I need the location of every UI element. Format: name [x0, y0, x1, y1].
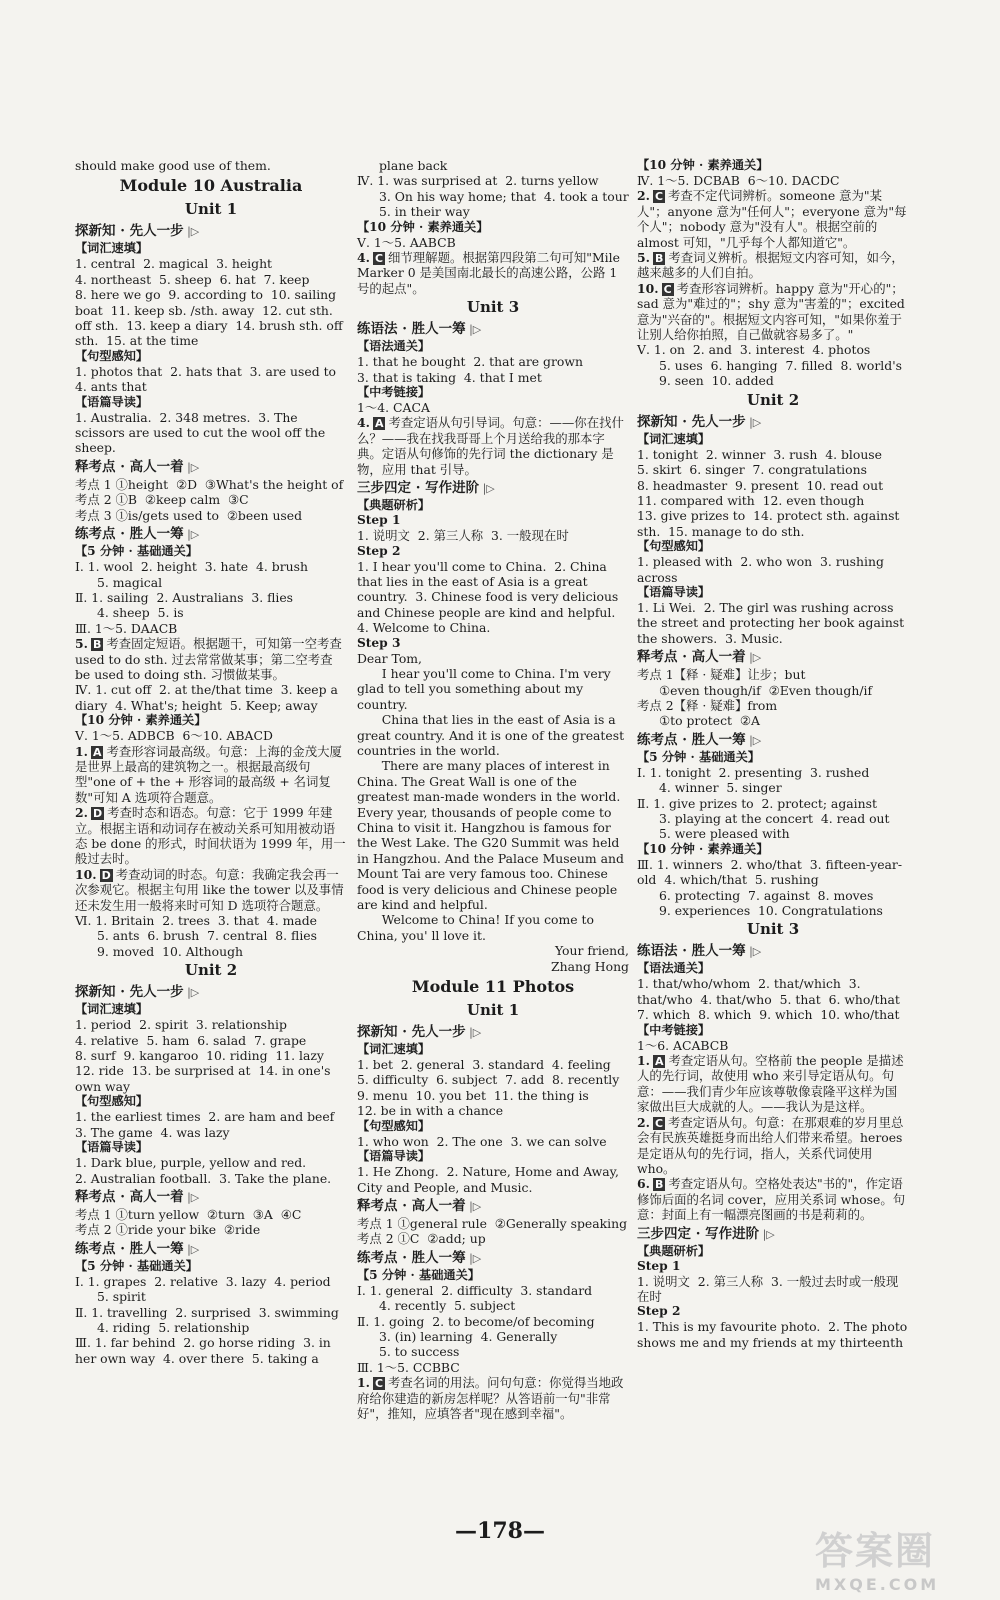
explained-answer — [637, 1115, 909, 1177]
answer-line: 4. northeast 5. sheep 6. hat 7. keep — [75, 271, 310, 287]
subsection-label: 【5 分钟 · 基础通关】 — [357, 1267, 480, 1282]
answer-line: 考点 2 ①C ②add; up — [357, 1231, 486, 1247]
section-heading — [75, 525, 347, 544]
answer-line: 1. Australia. 2. 348 metres. 3. The scissors are used to cut the wool off the sheep. — [75, 409, 330, 456]
answer-line: Dear Tom, — [357, 650, 422, 666]
answer-line-indented: 4. riding 5. relationship — [97, 1319, 250, 1335]
question-number: 1. — [357, 1375, 370, 1391]
answer-choice-badge: C — [374, 1377, 384, 1391]
subsection-label: 【10 分钟 · 素养通关】 — [75, 713, 207, 728]
answer-line: Ⅵ. 1. Britain 2. trees 3. that 4. made — [75, 913, 317, 929]
question-number: 1. — [637, 1053, 650, 1069]
question-number: 10. — [75, 866, 97, 882]
subsection-label: 【语篇导读】 — [75, 394, 149, 409]
answer-line: 考点 1 ①general rule ②Generally speaking — [357, 1215, 628, 1231]
question-number: 2. — [637, 188, 650, 204]
answer-line: 1. Li Wei. 2. The girl was rushing across the street and protecting her book against the showers. 3. Music. — [637, 599, 909, 646]
section-heading — [637, 1225, 909, 1244]
question-number: 5. — [75, 636, 88, 652]
section-heading — [357, 1249, 629, 1268]
explained-answer — [357, 1375, 629, 1421]
section-heading — [357, 1197, 629, 1216]
answer-line-indented: 9. experiences 10. Congratulations — [659, 903, 883, 919]
answer-line-indented: 5. ants 6. brush 7. central 8. flies — [97, 928, 317, 944]
essay-paragraph: Welcome to China! If you come to China, you' ll love it. — [357, 912, 598, 943]
subsection-label: 【句型感知】 — [75, 1094, 149, 1109]
section-arrow-icon: |▷ — [465, 1251, 482, 1265]
explained-answer — [637, 188, 909, 250]
answer-line: Ⅲ. 1. winners 2. who/that 3. fifteen-year-old 4. which/that 5. rushing — [637, 856, 903, 888]
section-heading — [75, 1240, 347, 1259]
answer-line-indented: 5. magical — [97, 574, 163, 590]
answer-line: 考点 2 ①B ②keep calm ③C — [75, 492, 249, 508]
answer-line: Ⅴ. 1～5. AABCB — [357, 234, 456, 250]
explanation-text: 考查固定短语。根据题干，可知第一空考查 used to do sth. 过去常常做某事；第二空考查 be used to doing sth. 习惯做某事。 — [75, 636, 346, 682]
answer-line-indented: 9. seen 10. added — [659, 373, 774, 389]
answer-line: 1. 说明文 2. 第三人称 3. 一般过去时或一般现在时 — [637, 1273, 899, 1304]
subsection-label: 【词汇速填】 — [357, 1042, 431, 1057]
answer-line: 1. photos that 2. hats that 3. are used to — [75, 363, 337, 379]
question-number: 10. — [637, 280, 659, 296]
question-number: 5. — [637, 250, 650, 266]
answer-line: 1～4. CACA — [357, 400, 430, 416]
subsection-label: 【句型感知】 — [637, 539, 711, 554]
essay-paragraph: There are many places of interest in China. The Great Wall is one of the greatest man-made wonders in the world. Every year, thousands of people come to China to visit it. Hangzhou is famous for the West Lake. The G20 Summit was held in Hangzhou. And the Palace Museum and Mount Tai are very famous too. Chinese food is very delicious and Chinese people are kind and helpful. — [357, 758, 628, 913]
answer-choice-badge: C — [654, 190, 664, 204]
section-arrow-icon: |▷ — [745, 945, 762, 959]
subsection-label: 【语篇导读】 — [357, 1149, 431, 1164]
section-heading — [357, 479, 629, 498]
answer-line: 1. Dark blue, purple, yellow and red. — [75, 1155, 307, 1171]
unit-heading: Unit 3 — [746, 920, 800, 939]
subsection-label: 【词汇速填】 — [637, 431, 711, 446]
answer-line-indented: 3. playing at the concert 4. read out — [659, 811, 890, 826]
section-heading — [75, 222, 347, 241]
answer-line: 考点 3 ①is/gets used to ②been used — [75, 507, 303, 523]
subsection-label: Step 3 — [357, 635, 401, 650]
section-arrow-icon: |▷ — [183, 225, 200, 239]
answer-line: Ⅰ. 1. tonight 2. presenting 3. rushed — [637, 764, 870, 780]
section-heading — [75, 1188, 347, 1207]
section-title: 练考点 · 胜人一筹 — [357, 1249, 466, 1266]
unit-heading: Unit 3 — [466, 298, 520, 317]
subsection-label: Step 1 — [637, 1258, 681, 1273]
answer-choice-badge: D — [101, 868, 111, 882]
section-title: 三步四定 · 写作进阶 — [357, 480, 480, 497]
section-arrow-icon: |▷ — [745, 733, 762, 747]
answer-line: 5. skirt 6. singer 7. congratulations — [637, 462, 867, 478]
answer-line: 8. surf 9. kangaroo 10. riding 11. lazy — [75, 1048, 324, 1064]
answer-line-indented: 5. in their way — [379, 204, 470, 220]
answer-line: 考点 2 ①ride your bike ②ride — [75, 1222, 261, 1238]
answer-line: 7. which 8. which 9. which 10. who/that — [637, 1007, 900, 1023]
answer-choice-badge: C — [654, 1116, 664, 1130]
answer-line: Ⅱ. 1. travelling 2. surprised 3. swimming — [75, 1304, 339, 1320]
explanation-text: 考查词义辨析。根据短文内容可知，如今，越来越多的人们自拍。 — [637, 250, 904, 281]
explanation-text: 考查动词的时态。句意：我确定我会再一次参观它。根据主句用 like the tower 以及事情还未发生用一般将来时可知 D 选项符合题意。 — [75, 866, 344, 913]
answer-line: 1. period 2. spirit 3. relationship — [75, 1017, 287, 1033]
page-number: —178— — [455, 1518, 545, 1544]
answer-line: 11. compared with 12. even though — [637, 492, 865, 508]
explained-answer — [75, 867, 347, 913]
section-arrow-icon: |▷ — [759, 1227, 775, 1241]
section-title: 探新知 · 先人一步 — [75, 223, 184, 240]
section-arrow-icon: |▷ — [465, 323, 482, 337]
explanation-text: 考查定语从句。句意：在那艰难的岁月里总会有民族英雄挺身而出给人们带来希望。heroes 是定语从句的先行词，指人，关系代词使用 who。 — [637, 1114, 907, 1176]
question-number: 2. — [75, 805, 88, 821]
answer-line: 12. ride 13. be surprised at 14. in one's own way — [75, 1063, 335, 1094]
explanation-text: 考查形容词辨析。happy 意为"开心的"；sad 意为"难过的"；shy 意为"害羞的"；excited 意为"兴奋的"。根据短文内容可知，"如果你羞于让别人给你拍照，自己做就容易多了。" — [637, 280, 909, 343]
section-title: 释考点 · 高人一着 — [357, 1197, 466, 1214]
question-number: 1. — [75, 743, 88, 759]
answer-line: 考点 1【释 · 疑难】让步；but — [637, 667, 806, 683]
answer-line-indented: 5. spirit — [97, 1289, 146, 1305]
column-middle — [357, 158, 629, 1421]
question-number: 2. — [637, 1114, 650, 1130]
answer-line-indented: 5. were pleased with — [659, 826, 790, 842]
answer-choice-badge: A — [92, 745, 102, 759]
explanation-text: 考查不定代词辨析。someone 意为"某人"；anyone 意为"任何人"；everyone 意为"每个人"；nobody 意为"没有人"。根据空前的 almost 可知，"几乎每个人都知道它"。 — [637, 188, 907, 250]
section-title: 练语法 · 胜人一筹 — [637, 943, 746, 960]
subsection-label: 【5 分钟 · 基础通关】 — [637, 749, 760, 764]
explained-answer — [75, 636, 347, 682]
subsection-label: 【典题研析】 — [357, 498, 431, 513]
subsection-label: 【句型感知】 — [75, 348, 149, 363]
section-heading — [357, 320, 629, 339]
explained-answer — [637, 1176, 909, 1222]
question-number: 6. — [637, 1176, 650, 1192]
section-arrow-icon: |▷ — [183, 528, 200, 542]
subsection-label: 【10 分钟 · 素养通关】 — [357, 219, 489, 234]
answer-choice-badge: B — [92, 638, 102, 652]
section-title: 探新知 · 先人一步 — [637, 413, 746, 430]
answer-choice-badge: B — [654, 252, 664, 266]
section-arrow-icon: |▷ — [745, 415, 762, 429]
section-heading — [357, 1023, 629, 1042]
watermark-logo — [815, 1520, 965, 1594]
answer-line: 4. relative 5. ham 6. salad 7. grape — [75, 1032, 307, 1048]
section-title: 释考点 · 高人一着 — [75, 458, 184, 475]
answer-line: 1. This is my favourite photo. 2. The photo shows me and my friends at my thirteenth — [637, 1319, 912, 1350]
answer-line-indented: 5. to success — [379, 1344, 460, 1360]
subsection-label: 【词汇速填】 — [75, 241, 149, 256]
explained-answer — [637, 250, 909, 281]
answer-line: 5. difficulty 6. subject 7. add 8. recently — [357, 1072, 620, 1088]
answer-line: 12. be in with a chance — [357, 1103, 504, 1119]
answer-choice-badge: C — [663, 282, 672, 296]
answer-line: 1. I hear you'll come to China. 2. China that lies in the east of Asia is a great country. 3. Chinese food is very delicious and Chinese people are kind and helpful. — [357, 558, 623, 620]
answer-line: Ⅰ. 1. general 2. difficulty 3. standard — [357, 1282, 593, 1298]
answer-choice-badge: D — [92, 807, 103, 821]
answer-line: Ⅲ. 1. far behind 2. go horse riding 3. in her own way 4. over there 5. taking a — [75, 1335, 335, 1366]
answer-line: Ⅱ. 1. sailing 2. Australians 3. flies — [75, 589, 294, 605]
answer-line: 8. here we go 9. according to 10. sailing boat 11. keep sb. /sth. away 12. cut sth. off sth. 13. keep a diary 14. brush sth. off sth. 15. at the time — [75, 287, 347, 349]
section-arrow-icon: |▷ — [465, 1026, 482, 1040]
answer-line: should make good use of them. — [75, 158, 271, 173]
section-heading — [637, 413, 909, 432]
answer-line: 1. bet 2. general 3. standard 4. feeling — [357, 1057, 611, 1073]
subsection-label: 【典题研析】 — [637, 1243, 711, 1258]
answer-line: Ⅲ. 1～5. DAACB — [75, 620, 178, 636]
essay-paragraph: I hear you'll come to China. I'm very glad to tell you something about my country. — [357, 665, 615, 712]
essay-signature: Zhang Hong — [550, 958, 629, 974]
answer-line: 1～6. ACABCB — [637, 1037, 729, 1053]
answer-line: Ⅳ. 1. was surprised at 2. turns yellow — [357, 173, 599, 189]
unit-heading: Unit 1 — [466, 1001, 520, 1020]
answer-line: 4. Welcome to China. — [357, 620, 491, 636]
explanation-text: 考查形容词最高级。句意：上海的金茂大厦是世界上最高的建筑物之一。根据最高级句型"one of + the + 形容词的最高级 + 名词复数"可知 A 选项符合题意。 — [75, 743, 342, 805]
section-arrow-icon: |▷ — [183, 986, 200, 1000]
answer-line: Ⅰ. 1. wool 2. height 3. hate 4. brush — [75, 559, 308, 575]
explanation-text: 考查定语从句引导词。句意：——你在找什么？——我在找我哥哥上个月送给我的那本字典。定语从句修饰的先行词 the dictionary 是物，应用 that 引导。 — [357, 415, 624, 477]
section-title: 释考点 · 高人一着 — [75, 1188, 184, 1205]
explained-answer — [75, 744, 347, 806]
section-title: 探新知 · 先人一步 — [75, 984, 184, 1001]
answer-line-indented: 5. uses 6. hanging 7. filled 8. world's — [659, 357, 902, 373]
column-right — [637, 158, 912, 1350]
answer-line: 考点 1 ①turn yellow ②turn ③A ④C — [75, 1206, 302, 1222]
answer-line: Ⅴ. 1～5. ADBCB 6～10. ABACD — [75, 728, 273, 744]
answer-choice-badge: A — [374, 417, 384, 431]
answer-line: 4. ants that — [75, 379, 147, 395]
section-heading — [75, 458, 347, 477]
section-title: 三步四定 · 写作进阶 — [637, 1225, 760, 1242]
section-heading — [637, 942, 909, 961]
answer-line-indented: 3. (in) learning 4. Generally — [379, 1328, 558, 1344]
answer-line: 3. that is taking 4. that I met — [357, 369, 542, 385]
answer-line: Ⅴ. 1. on 2. and 3. interest 4. photos — [637, 342, 871, 358]
section-title: 释考点 · 高人一着 — [637, 649, 746, 666]
explanation-text: 考查定语从句。空格前 the people 是描述人的先行词，故使用 who 来引导定语从句。句意：——我们青少年应该尊敬像袁隆平这样为国家做出巨大成就的人。——我认为是这样。 — [637, 1053, 904, 1115]
section-title: 探新知 · 先人一步 — [357, 1024, 466, 1041]
subsection-label: 【中考链接】 — [357, 385, 431, 400]
essay-paragraph: China that lies in the east of Asia is a great country. And it is one of the greatest countries in the world. — [357, 712, 629, 758]
subsection-label: 【词汇速填】 — [75, 1002, 149, 1017]
module-heading: Module 10 Australia — [119, 176, 303, 196]
section-arrow-icon: |▷ — [183, 460, 200, 474]
answer-line: 1. pleased with 2. who won 3. rushing across — [637, 554, 888, 585]
section-title: 练考点 · 胜人一筹 — [637, 731, 746, 748]
answer-line: Ⅰ. 1. grapes 2. relative 3. lazy 4. period — [75, 1273, 331, 1289]
column-left — [75, 158, 347, 1366]
explanation-text: 考查定语从句。空格处表达"书的"，作定语修饰后面的名词 cover，应用关系词 whose。句意：封面上有一幅漂亮图画的书是莉莉的。 — [637, 1176, 906, 1223]
explained-answer — [357, 415, 629, 477]
unit-heading: Unit 2 — [746, 390, 800, 409]
section-heading — [637, 648, 909, 667]
answer-line: 1. that/who/whom 2. that/which 3. that/who 4. that/who 5. that 6. who/that — [637, 976, 900, 1007]
unit-heading: Unit 1 — [184, 200, 238, 219]
answer-line: 8. headmaster 9. present 10. read out — [637, 477, 884, 493]
subsection-label: 【语篇导读】 — [75, 1140, 149, 1155]
subsection-label: Step 1 — [357, 513, 401, 528]
answer-line-indented: 4. sheep 5. is — [97, 605, 184, 621]
answer-line: 1. He Zhong. 2. Nature, Home and Away, City and People, and Music. — [357, 1164, 623, 1195]
subsection-label: 【10 分钟 · 素养通关】 — [637, 841, 769, 856]
answer-line: 1. tonight 2. winner 3. rush 4. blouse — [637, 446, 882, 462]
explained-answer — [637, 281, 909, 343]
subsection-label: Step 2 — [357, 543, 401, 558]
section-arrow-icon: |▷ — [183, 1242, 200, 1256]
answer-line: 考点 1 ①height ②D ③What's the height of — [75, 476, 344, 492]
explained-answer — [357, 250, 629, 296]
answer-line: 1. who won 2. The one 3. we can solve — [357, 1133, 607, 1149]
module-heading: Module 11 Photos — [411, 977, 575, 997]
subsection-label: 【10 分钟 · 素养通关】 — [637, 158, 769, 172]
answer-line-indented: 9. moved 10. Although — [97, 943, 243, 959]
explained-answer — [75, 805, 347, 867]
answer-line-indented: ①even though/if ②Even though/if — [659, 682, 873, 698]
section-title: 练考点 · 胜人一筹 — [75, 1240, 184, 1257]
explanation-text: 细节理解题。根据第四段第二句可知"Mile Marker 0 是美国南北最长的高速公路，公路 1 号的起点"。 — [357, 250, 624, 296]
subsection-label: 【中考链接】 — [637, 1022, 711, 1037]
question-number: 4. — [357, 415, 370, 431]
answer-line: Ⅳ. 1. cut off 2. at the/that time 3. keep a diary 4. What's; height 5. Keep; away — [75, 682, 342, 713]
essay-signature: Your friend, — [554, 943, 629, 959]
answer-line: 2. Australian football. 3. Take the plane. — [75, 1170, 332, 1186]
section-arrow-icon: |▷ — [745, 651, 762, 665]
subsection-label: 【5 分钟 · 基础通关】 — [75, 544, 198, 559]
answer-line-indented: 4. recently 5. subject — [379, 1298, 516, 1314]
answer-line: 1. central 2. magical 3. height — [75, 256, 273, 272]
watermark-line1: 答案圈 — [815, 1529, 936, 1573]
section-arrow-icon: |▷ — [183, 1190, 200, 1204]
section-arrow-icon: |▷ — [465, 1199, 482, 1213]
answer-line: 1. the earliest times 2. are ham and beef — [75, 1109, 335, 1125]
question-number: 4. — [357, 250, 370, 266]
answer-choice-badge: A — [654, 1055, 664, 1069]
answer-line: 1. 说明文 2. 第三人称 3. 一般现在时 — [357, 528, 569, 544]
answer-line: 9. menu 10. you bet 11. the thing is — [357, 1087, 589, 1103]
watermark-line2: MXQE.COM — [815, 1575, 940, 1594]
answer-line: 1. that he bought 2. that are grown — [357, 354, 583, 370]
subsection-label: 【语法通关】 — [637, 961, 711, 976]
section-heading — [75, 983, 347, 1002]
section-heading — [637, 731, 909, 750]
answer-choice-badge: B — [654, 1178, 664, 1192]
answer-line: Ⅱ. 1. give prizes to 2. protect; against — [637, 795, 877, 811]
answer-line: 考点 2【释 · 疑难】from — [637, 697, 778, 713]
section-arrow-icon: |▷ — [479, 482, 495, 496]
subsection-label: 【语篇导读】 — [637, 584, 711, 599]
answer-line: 13. give prizes to 14. protect sth. against sth. 15. manage to do sth. — [637, 508, 904, 539]
answer-line: Ⅱ. 1. going 2. to become/of becoming — [357, 1313, 595, 1329]
explanation-text: 考查时态和语态。句意：它于 1999 年建立。根据主语和动词存在被动关系可知用被动语态 be done 的形式，时间状语为 1999 年，用一般过去时。 — [75, 805, 346, 867]
explanation-text: 考查名词的用法。问句句意：你觉得当地政府给你建造的新房怎样呢？从答语前一句"非常好"，推知，应填答者"现在感到幸福"。 — [357, 1375, 624, 1421]
subsection-label: 【语法通关】 — [357, 339, 431, 354]
answer-line-indented: plane back — [379, 158, 448, 173]
answer-line: Ⅲ. 1～5. CCBBC — [357, 1359, 460, 1375]
answer-line: Ⅳ. 1～5. DCBAB 6～10. DACDC — [637, 173, 840, 188]
answer-line: 3. The game 4. was lazy — [75, 1124, 230, 1140]
section-title: 练考点 · 胜人一筹 — [75, 526, 184, 543]
section-title: 练语法 · 胜人一筹 — [357, 321, 466, 338]
answer-line-indented: ①to protect ②A — [659, 713, 760, 729]
subsection-label: 【5 分钟 · 基础通关】 — [75, 1258, 198, 1273]
subsection-label: 【句型感知】 — [357, 1118, 431, 1133]
unit-heading: Unit 2 — [184, 961, 238, 980]
answer-line-indented: 6. protecting 7. against 8. moves — [659, 887, 874, 903]
answer-choice-badge: C — [374, 252, 384, 266]
answer-line-indented: 3. On his way home; that 4. took a tour — [379, 188, 629, 204]
answer-line-indented: 4. winner 5. singer — [659, 780, 782, 796]
subsection-label: Step 2 — [637, 1304, 681, 1319]
explained-answer — [637, 1053, 909, 1115]
